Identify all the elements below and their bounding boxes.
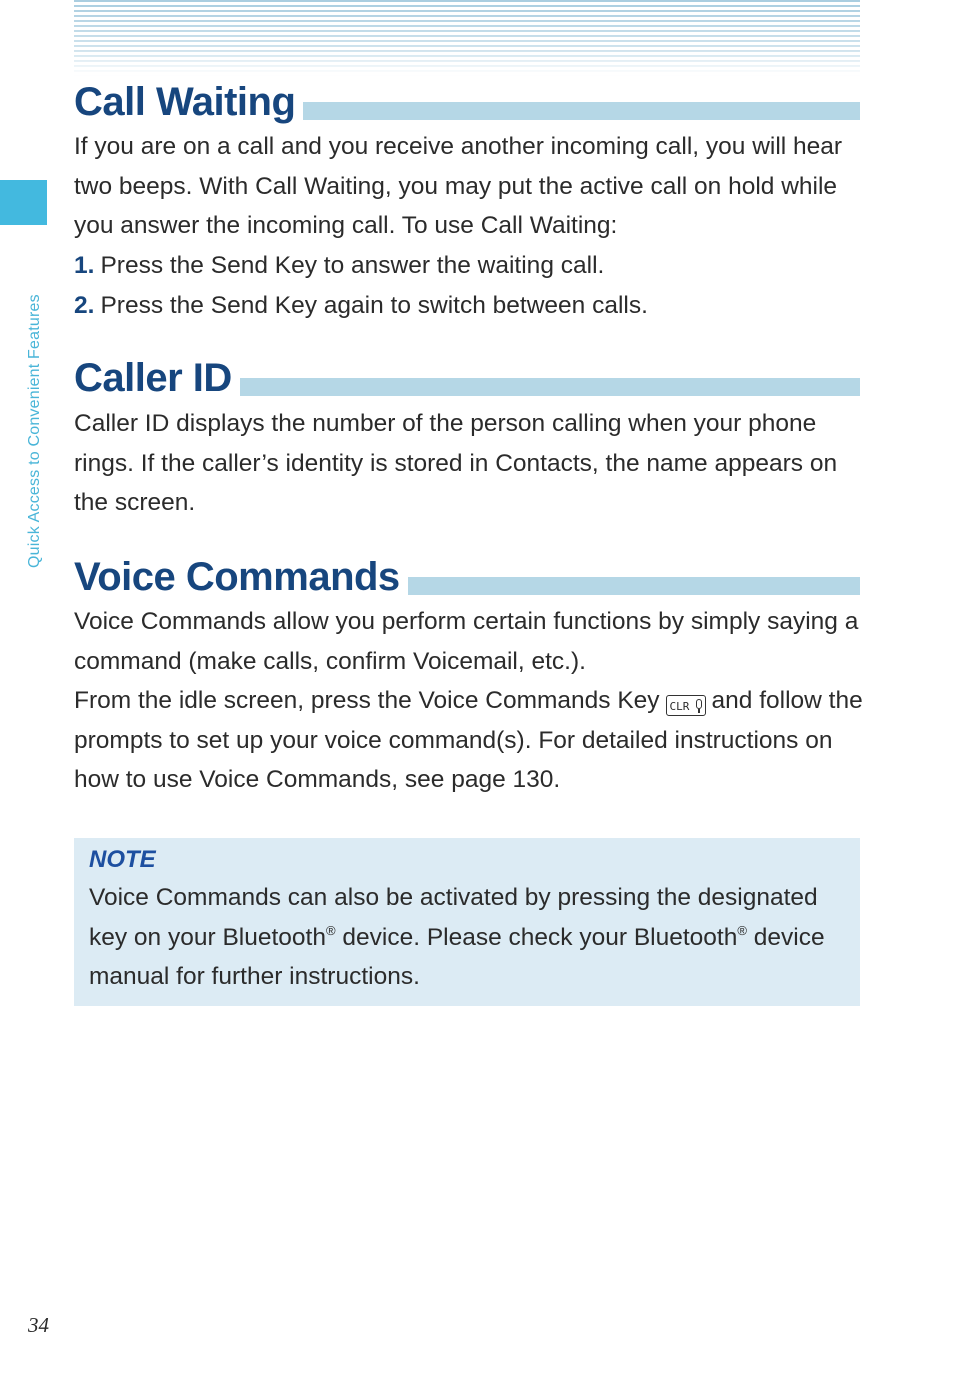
caller-id-title: Caller ID bbox=[74, 356, 240, 400]
page-number: 34 bbox=[28, 1313, 49, 1337]
header-stripes bbox=[74, 0, 860, 76]
call-waiting-step-1 bbox=[74, 246, 604, 286]
voice-commands-title: Voice Commands bbox=[74, 555, 408, 599]
call-waiting-title: Call Waiting bbox=[74, 80, 303, 124]
caller-id-heading bbox=[74, 356, 860, 398]
voice-commands-heading bbox=[74, 555, 860, 597]
voice-commands-body bbox=[74, 602, 864, 800]
side-tab-marker bbox=[0, 180, 47, 225]
clr-mic-key-icon: CLR bbox=[666, 695, 706, 716]
call-waiting-intro: If you are on a call and you receive another incoming call, you will hear two beeps. With Call Waiting, you may put the active call on hold while you answer the incoming call. To use Call Waiting: bbox=[74, 133, 843, 240]
step-number: 2. bbox=[74, 292, 95, 319]
voice-commands-body-1: Voice Commands allow you perform certain functions by simply saying a command (make calls, confirm Voicemail, etc.). bbox=[74, 608, 859, 675]
call-waiting-heading bbox=[74, 80, 860, 122]
step-text: Press the Send Key again to switch between calls. bbox=[100, 292, 648, 319]
step-text: Press the Send Key to answer the waiting call. bbox=[100, 252, 605, 279]
note-title: NOTE bbox=[89, 846, 156, 873]
side-chapter-label: Quick Access to Convenient Features bbox=[26, 294, 43, 568]
caller-id-body: Caller ID displays the number of the person calling when your phone rings. If the caller’s identity is stored in Contacts, the name appears on the screen. bbox=[74, 410, 838, 517]
step-number: 1. bbox=[74, 252, 95, 279]
note-box bbox=[74, 838, 860, 1006]
voice-commands-body-2: From the idle screen, press the Voice Commands Key CLR and follow the prompts to set up your voice command(s). For detailed instructions on how to use Voice Commands, see page 130. bbox=[74, 687, 863, 794]
note-body: Voice Commands can also be activated by pressing the designated key on your Bluetooth® device. Please check your Bluetooth® device manual for further instructions. bbox=[89, 884, 825, 991]
call-waiting-step-2 bbox=[74, 286, 648, 326]
microphone-icon bbox=[696, 699, 702, 709]
